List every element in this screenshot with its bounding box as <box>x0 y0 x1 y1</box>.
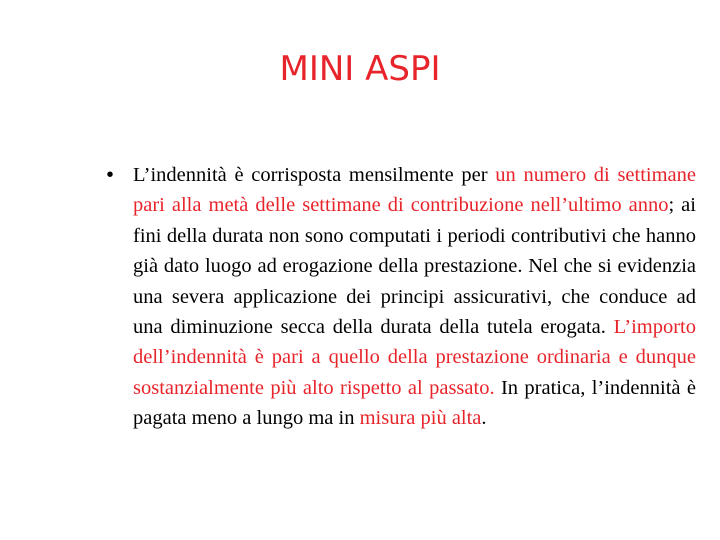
bullet-marker-icon: • <box>106 164 114 186</box>
bullet-text: L’indennità è corrisposta mensilmente per <box>133 164 496 186</box>
highlighted-text: misura più alta <box>359 407 482 430</box>
bullet-text: In pratica, l’indennità è pagata meno a lungo ma in <box>133 376 697 430</box>
bullet-list <box>100 160 696 434</box>
bullet-text: ; ai fini della durata non sono computati i periodi contributivi che hanno già dato luogo ad erogazione della prestazione. Nel che si evidenzia una severa applicazione dei principi assicurativi, che conduce ad una diminuzione secca della durata della tutela erogata. <box>133 194 696 339</box>
list-item <box>100 160 696 434</box>
highlighted-text: L’importo dell’indennità è pari a quello della prestazione ordinaria e dunque sostanzialmente più alto rispetto al passato. <box>133 316 696 399</box>
bullet-text: . <box>481 407 487 430</box>
highlighted-text: un numero di settimane pari alla metà delle settimane di contribuzione nell’ultimo anno <box>133 164 697 217</box>
slide-title: MINI ASPI <box>279 49 441 89</box>
